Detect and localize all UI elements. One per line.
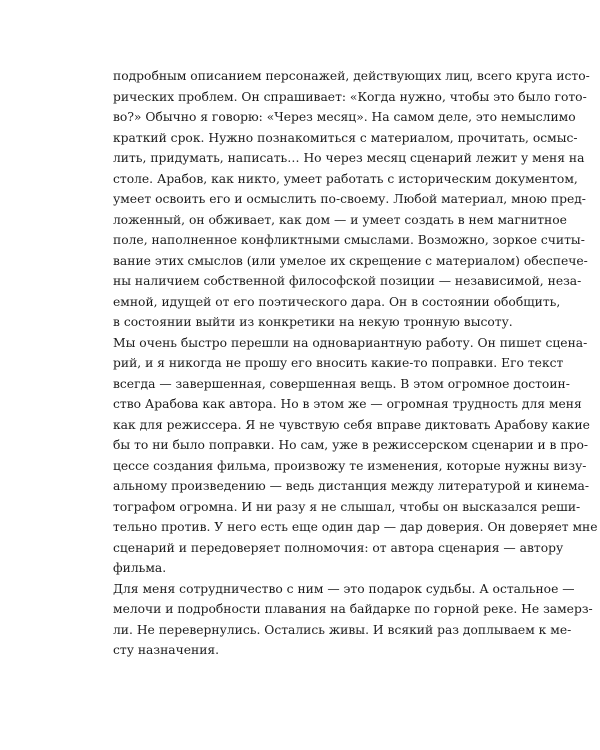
text-line: подробным описанием персонажей, действующих лиц, всего круга исто- xyxy=(113,69,590,83)
text-line: вание этих смыслов (или умелое их скрещение с материалом) обеспече- xyxy=(113,253,588,268)
text-line: емной, идущей от его поэтического дара. Он в состоянии обобщить, xyxy=(113,294,561,309)
text-line: поле, наполненное конфликтными смыслами. Возможно, зоркое считы- xyxy=(113,233,585,247)
text-line: ство Арабова как автора. Но в этом же — огромная трудность для меня xyxy=(113,397,582,411)
text-line: тографом огромна. И ни разу я не слышал, чтобы он высказался реши- xyxy=(113,499,581,514)
text-line: бы то ни было поправки. Но сам, уже в режиссерском сценарии и в про- xyxy=(113,438,589,452)
text-line: Для меня сотрудничество с ним — это подарок судьбы. А остальное — xyxy=(113,581,575,596)
text-line: умеет освоить его и осмыслить по-своему. Любой материал, мною пред- xyxy=(113,192,586,206)
text-line: столе. Арабов, как никто, умеет работать с историческим документом, xyxy=(113,171,578,186)
text-line: мелочи и подробности плавания на байдарке по горной реке. Не замерз- xyxy=(113,602,593,616)
text-line: фильма. xyxy=(113,561,167,575)
text-line: ложенный, он обживает, как дом — и умеет создать в нем магнитное xyxy=(113,212,567,227)
text-line: рий, и я никогда не прошу его вносить какие-то поправки. Его текст xyxy=(113,356,564,370)
text-line: рических проблем. Он спрашивает: «Когда нужно, чтобы это было гото- xyxy=(113,89,587,104)
text-line: Мы очень быстро перешли на одновариантную работу. Он пишет сцена- xyxy=(113,335,588,350)
text-line: как для режиссера. Я не чувствую себя вправе диктовать Арабову какие xyxy=(113,417,590,432)
body-text xyxy=(113,66,598,661)
text-line: всегда — завершенная, совершенная вещь. В этом огромное достоин- xyxy=(113,376,570,391)
text-line: ны наличием собственной философской позиции — независимой, неза- xyxy=(113,274,582,288)
text-line: во?» Обычно я говорю: «Через месяц». На самом деле, это немыслимо xyxy=(113,110,576,124)
text-line: ли. Не перевернулись. Остались живы. И всякий раз доплываем к ме- xyxy=(113,622,572,637)
text-line: тельно против. У него есть еще один дар — дар доверия. Он доверяет мне xyxy=(113,520,598,534)
text-line: лить, придумать, написать… Но через месяц сценарий лежит у меня на xyxy=(113,151,585,165)
text-line: сту назначения. xyxy=(113,643,220,657)
text-line: цессе создания фильма, произвожу те изменения, которые нужны визу- xyxy=(113,458,587,473)
text-line: краткий срок. Нужно познакомиться с материалом, прочитать, осмыс- xyxy=(113,130,578,145)
text-line: альному произведению — ведь дистанция между литературой и кинема- xyxy=(113,479,589,493)
text-line: сценарий и передоверяет полномочия: от автора сценария — автору xyxy=(113,540,564,555)
text-line: в состоянии выйти из конкретики на некую тронную высоту. xyxy=(113,315,513,329)
